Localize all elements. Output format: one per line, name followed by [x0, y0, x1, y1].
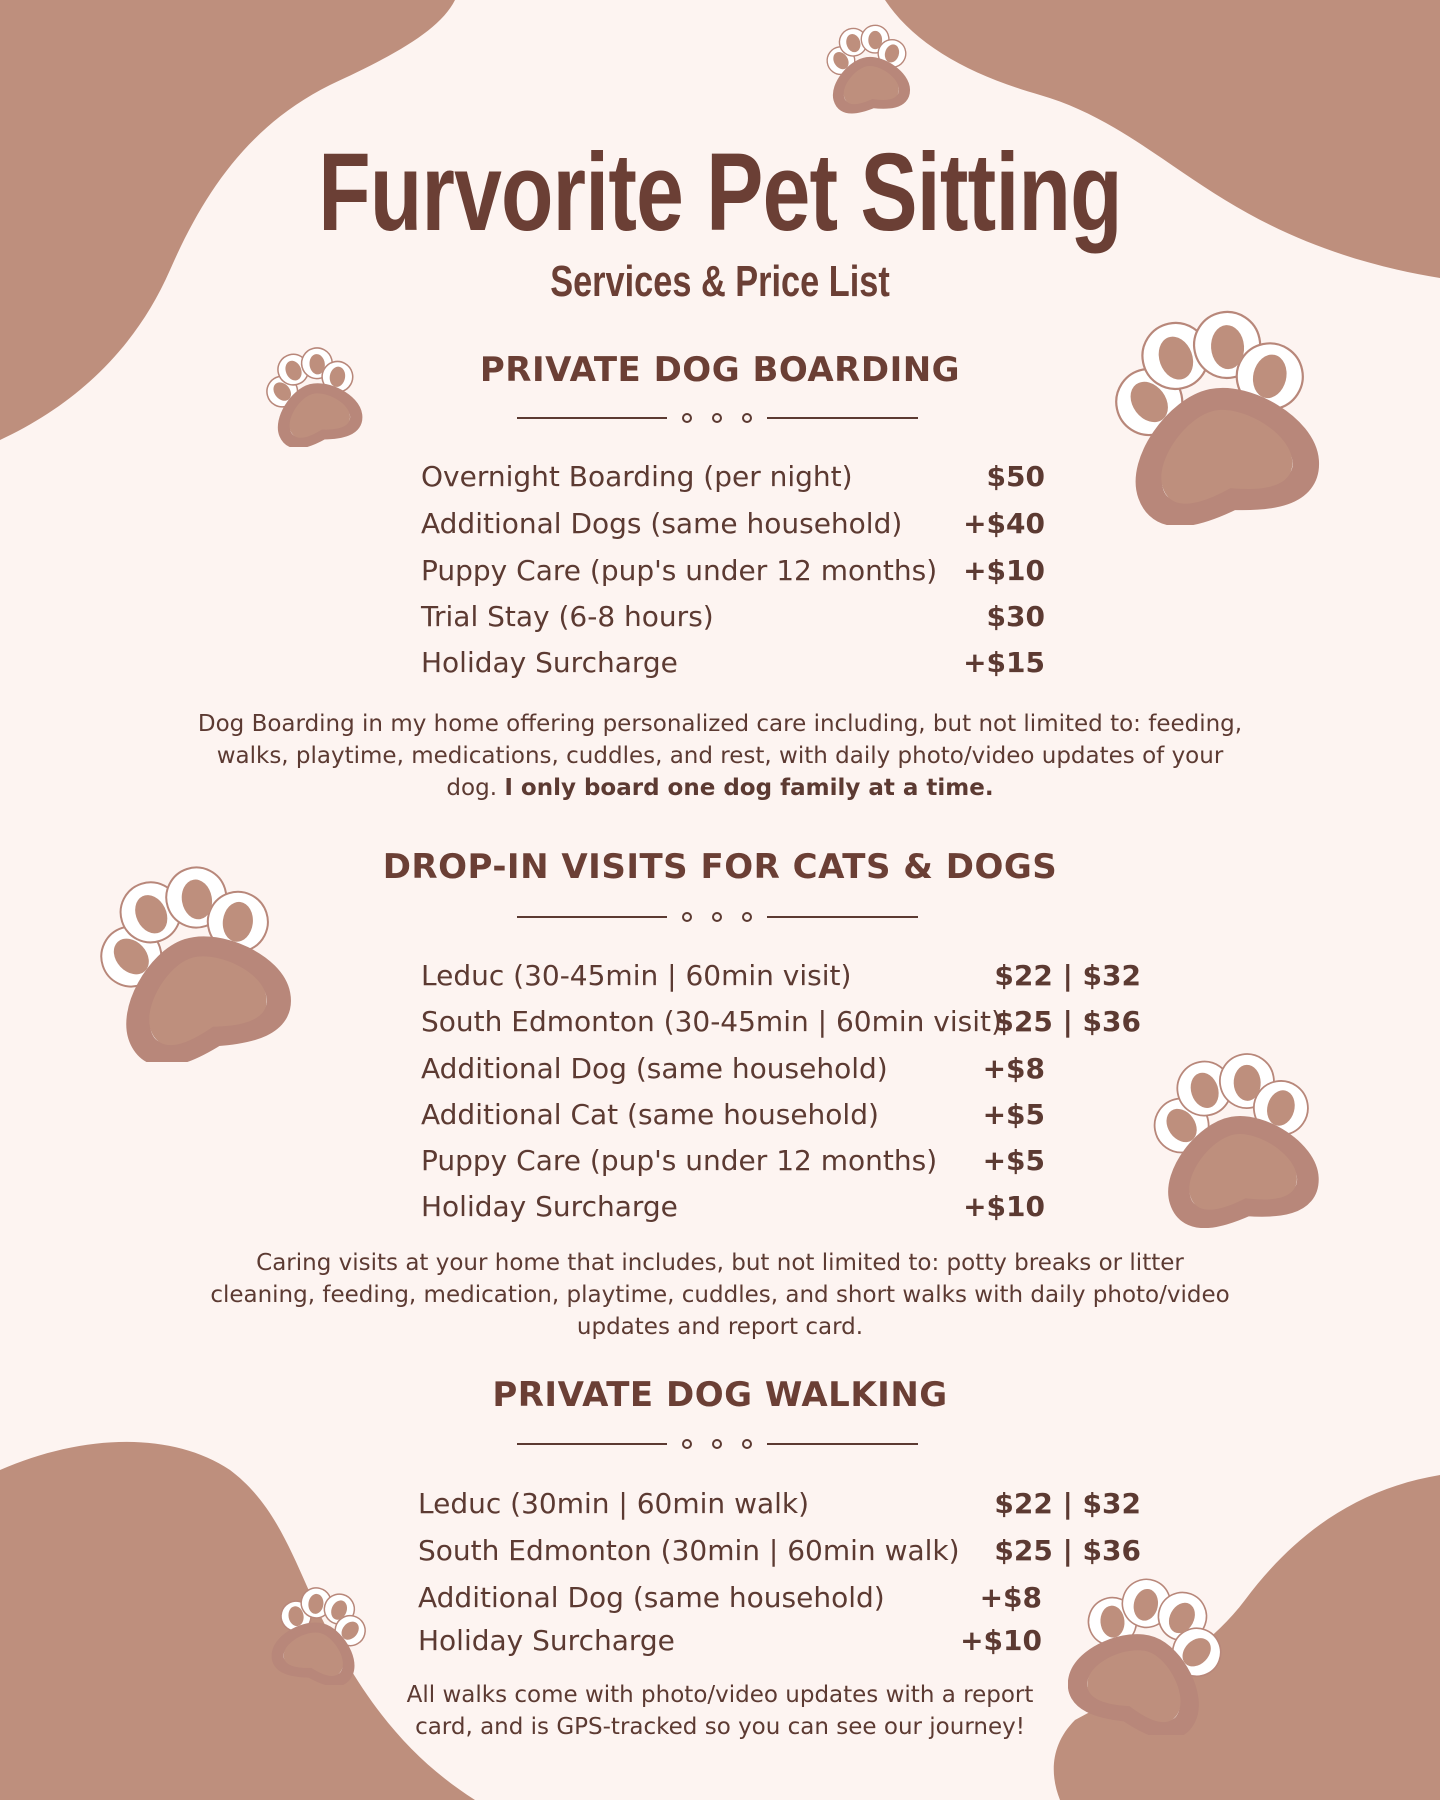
- price-row: [418, 1528, 1141, 1574]
- service-label: Leduc (30min | 60min walk): [418, 1487, 810, 1520]
- service-label: Puppy Care (pup's under 12 months): [421, 1144, 938, 1177]
- price-row: [421, 1184, 1045, 1230]
- price-row: [421, 1046, 1045, 1092]
- description-text: Dog Boarding in my home offering personalized care including, but not limited to: feeding, walks, playtime, medications, cuddles, and rest, with daily photo/video updates of your dog.: [197, 711, 1243, 801]
- section-divider: [515, 408, 920, 428]
- service-label: Holiday Surcharge: [418, 1624, 675, 1657]
- service-price: $25 | $36: [994, 1534, 1141, 1567]
- price-row: [421, 454, 1045, 500]
- service-label: Additional Dogs (same household): [421, 507, 903, 540]
- service-label: Additional Dog (same household): [421, 1052, 888, 1085]
- price-row: [418, 1575, 1042, 1621]
- service-label: Trial Stay (6-8 hours): [421, 600, 714, 633]
- service-price: $30: [986, 600, 1045, 633]
- price-row: [421, 501, 1045, 547]
- section-description: [195, 708, 1245, 804]
- service-price: +$40: [963, 507, 1045, 540]
- page-subtitle: Services & Price List: [550, 257, 890, 306]
- service-label: Leduc (30-45min | 60min visit): [421, 959, 852, 992]
- service-label: Puppy Care (pup's under 12 months): [421, 554, 938, 587]
- service-label: Additional Dog (same household): [418, 1581, 885, 1614]
- section-title-boarding: PRIVATE DOG BOARDING: [479, 350, 961, 390]
- service-price: +$15: [963, 646, 1045, 679]
- service-price: $25 | $36: [994, 1005, 1141, 1038]
- section-description: All walks come with photo/video updates with a report card, and is GPS-tracked so you can see our journey!: [406, 1682, 1034, 1740]
- section-title-walking: PRIVATE DOG WALKING: [492, 1375, 948, 1415]
- description-emphasis: I only board one dog family at a time.: [504, 775, 994, 801]
- service-price: $22 | $32: [994, 959, 1141, 992]
- price-row: [418, 1618, 1042, 1664]
- service-price: $50: [986, 460, 1045, 493]
- price-row: [421, 1092, 1045, 1138]
- service-price: +$10: [963, 554, 1045, 587]
- service-label: South Edmonton (30-45min | 60min visit): [421, 1005, 1002, 1038]
- page-title: Furvorite Pet Sitting: [318, 131, 1122, 254]
- price-row: [418, 1481, 1141, 1527]
- service-price: +$8: [979, 1581, 1042, 1614]
- section-title-drop-in: DROP-IN VISITS FOR CATS & DOGS: [382, 847, 1058, 887]
- service-label: Additional Cat (same household): [421, 1098, 879, 1131]
- service-price: +$5: [982, 1098, 1045, 1131]
- service-price: +$10: [960, 1624, 1042, 1657]
- service-label: South Edmonton (30min | 60min walk): [418, 1534, 960, 1567]
- section-divider: [515, 907, 920, 927]
- service-label: Holiday Surcharge: [421, 1190, 678, 1223]
- price-row: [421, 999, 1141, 1045]
- service-label: Overnight Boarding (per night): [421, 460, 853, 493]
- service-price: +$10: [963, 1190, 1045, 1223]
- section-description: Caring visits at your home that includes, but not limited to: potty breaks or litter cleaning, feeding, medication, playtime, cuddles, and short walks with daily photo/video updates and report card.: [210, 1250, 1230, 1340]
- price-row: [421, 594, 1045, 640]
- section-divider: [515, 1434, 920, 1454]
- service-price: +$5: [982, 1144, 1045, 1177]
- price-row: [421, 1138, 1045, 1184]
- service-price: $22 | $32: [994, 1487, 1141, 1520]
- price-row: [421, 548, 1045, 594]
- service-label: Holiday Surcharge: [421, 646, 678, 679]
- service-price: +$8: [982, 1052, 1045, 1085]
- price-row: [421, 953, 1141, 999]
- price-row: [421, 640, 1045, 686]
